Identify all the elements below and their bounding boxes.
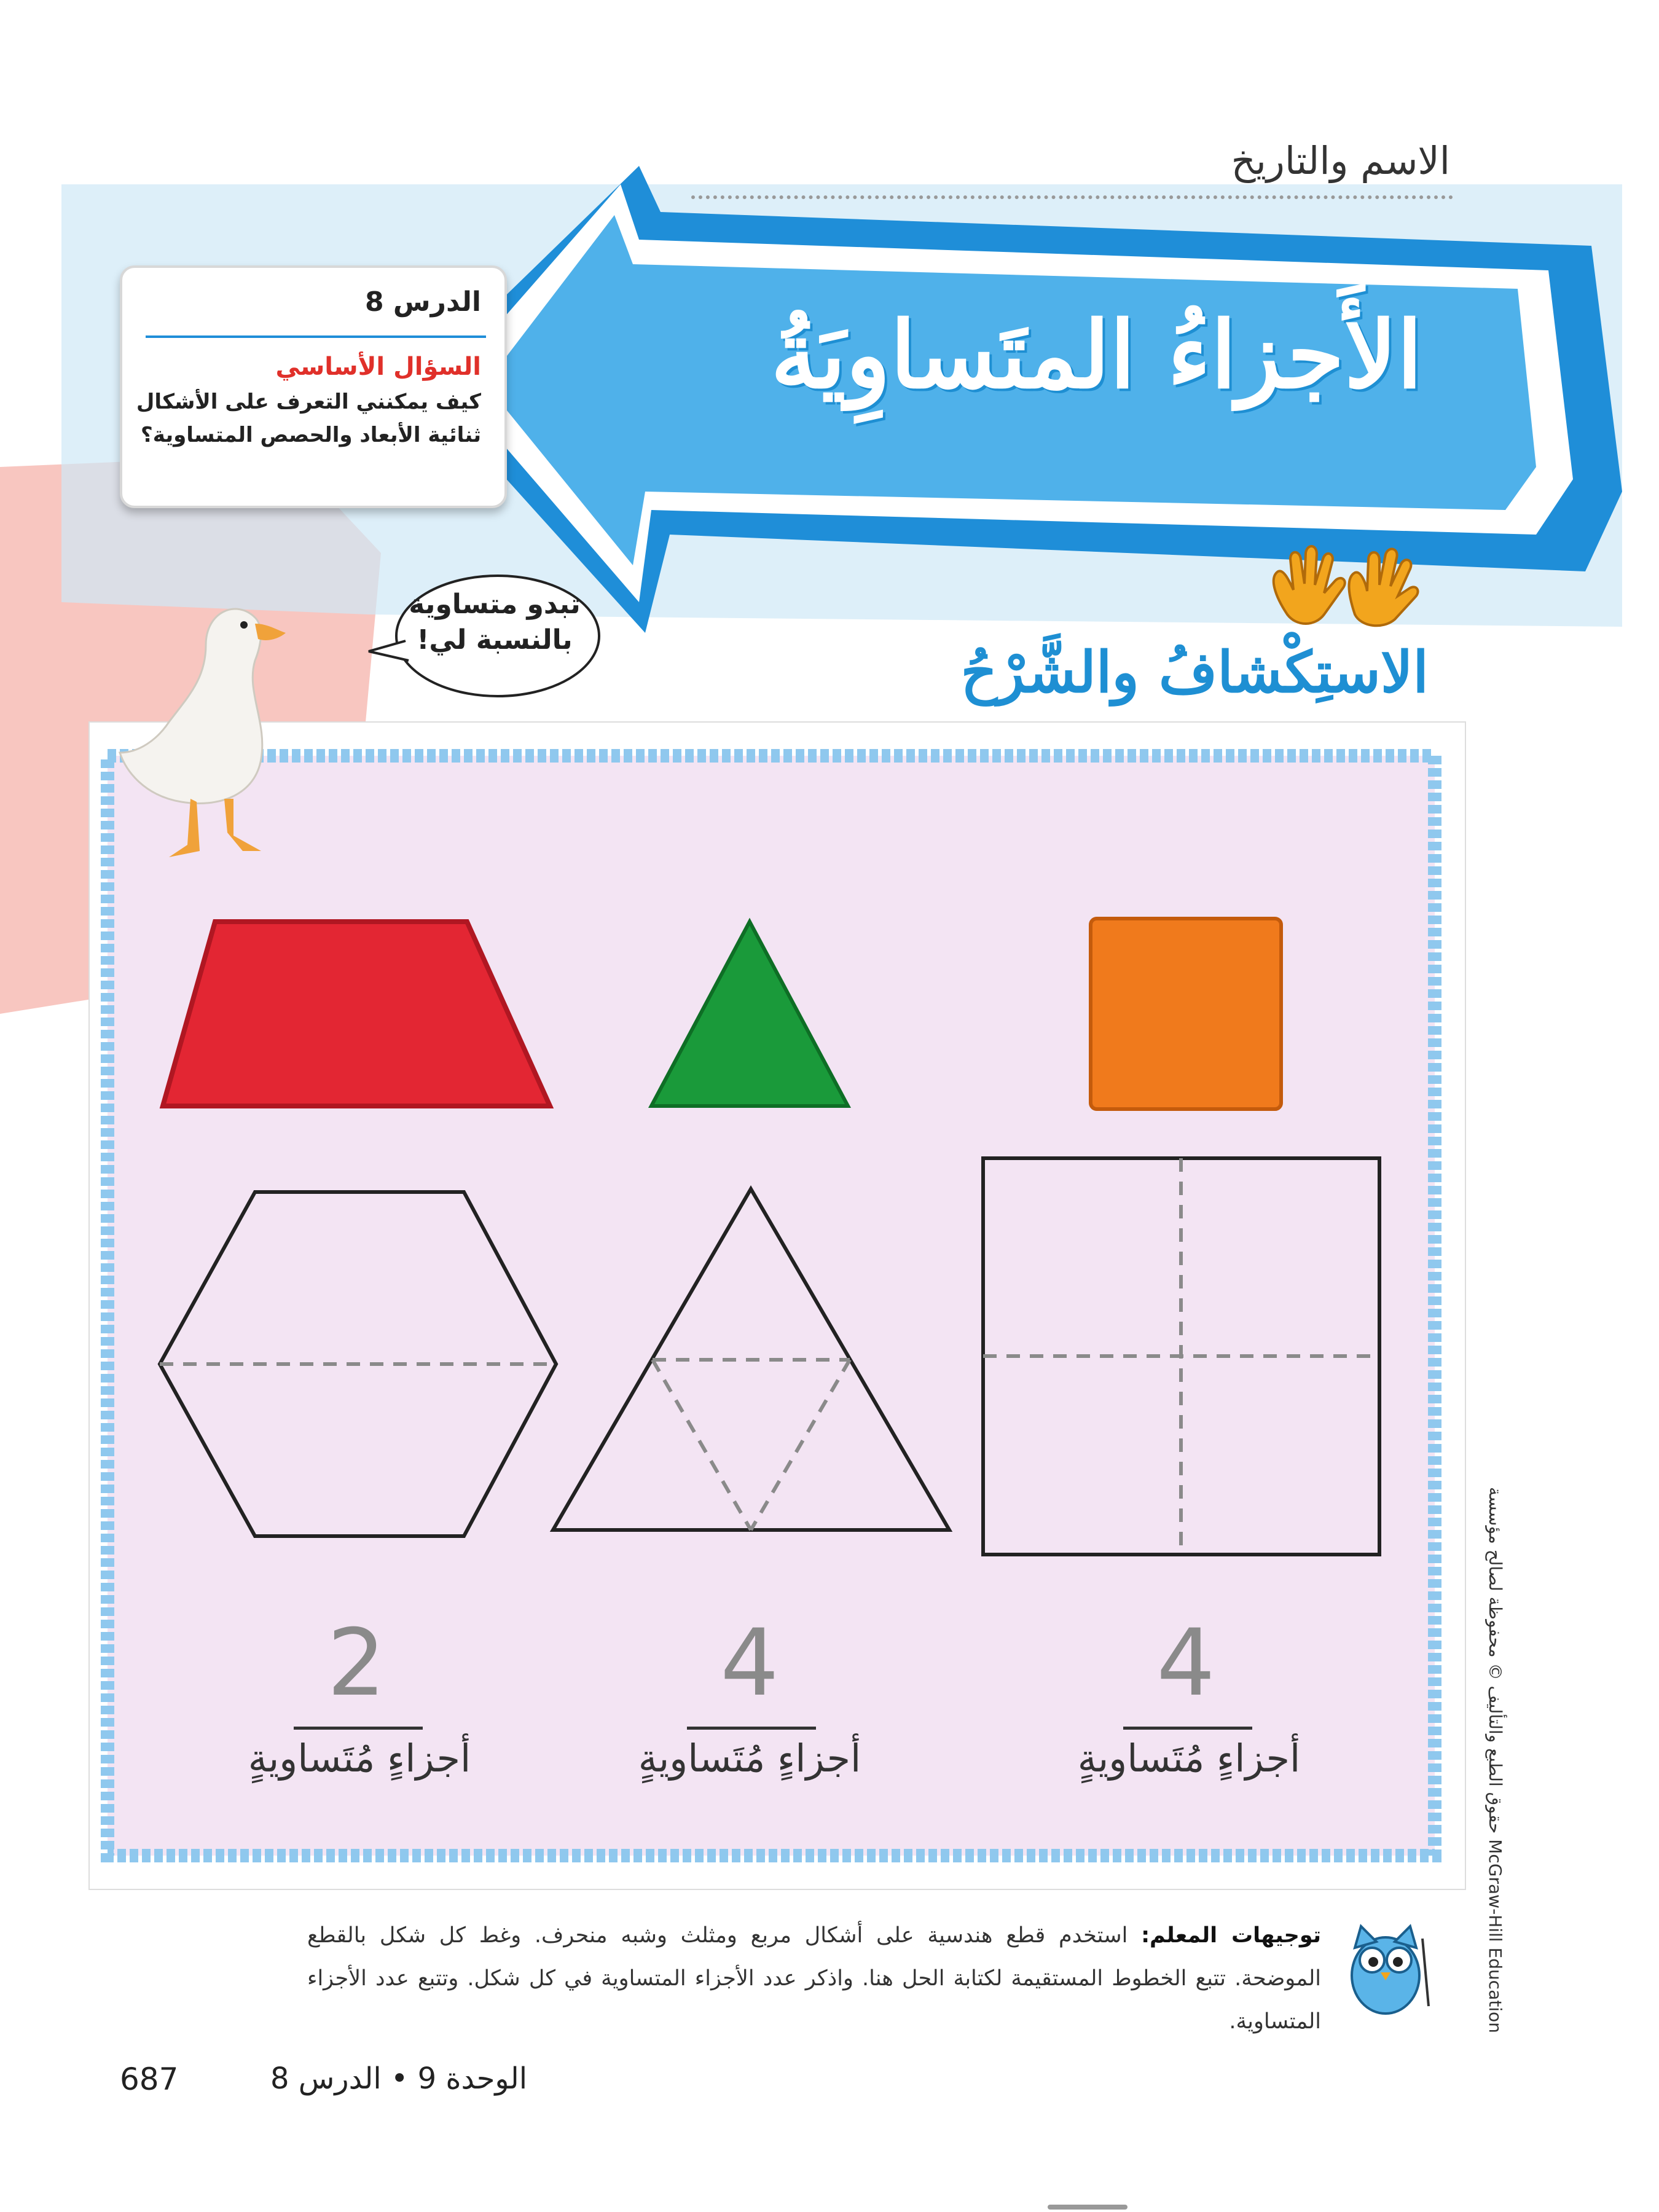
hexagon-answer: 2 — [327, 1610, 386, 1717]
square-answer-label: أجزاءٍ مُتَساويةٍ — [1077, 1736, 1301, 1781]
speech-bubble-line2: بالنسبة لي! — [417, 624, 573, 656]
owl-icon — [1336, 1914, 1435, 2018]
unit-lesson-label: الوحدة 9 • الدرس 8 — [270, 2061, 528, 2096]
hexagon-outline — [160, 1192, 556, 1536]
triangle-answer: 4 — [720, 1610, 779, 1717]
speech-bubble-line1: تبدو متساوية — [409, 589, 581, 620]
hexagon-answer-line — [294, 1727, 423, 1730]
essential-question-line2: ثنائية الأبعاد والحصص المتساوية؟ — [141, 423, 481, 447]
teacher-note-label: توجيهات المعلم: — [1141, 1923, 1321, 1948]
square-outline — [983, 1158, 1379, 1555]
home-indicator[interactable] — [1048, 2205, 1128, 2210]
triangle-answer-label: أجزاءٍ مُتَساويةٍ — [638, 1736, 861, 1781]
section-title: الاستِكْشافُ والشَّرْحُ — [960, 639, 1429, 705]
essential-question-line1: كيف يمكنني التعرف على الأشكال — [136, 390, 481, 414]
copyright-notice: حقوق الطبع والتأليف © محفوظة لصالح مؤسسة McGraw-Hill Education — [1485, 1487, 1505, 2033]
teacher-note — [307, 1914, 1321, 2043]
lesson-number: الدرس 8 — [364, 286, 481, 318]
triangle-outline — [553, 1189, 949, 1530]
square-answer: 4 — [1156, 1610, 1215, 1717]
page-title: الأَجزاءُ المتَساوِيَةُ — [771, 301, 1422, 409]
essential-question-title: السؤال الأساسي — [275, 353, 481, 381]
triangle-answer-line — [687, 1727, 816, 1730]
page-number: 687 — [120, 2061, 179, 2097]
square-answer-line — [1123, 1727, 1252, 1730]
hexagon-answer-label: أجزاءٍ مُتَساويةٍ — [248, 1736, 471, 1781]
name-date-label: الاسم والتاريخ — [1231, 138, 1450, 183]
teacher-note-text: استخدم قطع هندسية على أشكال مربع ومثلث وشبه منحرف. وغط كل شكل بالقطع الموضحة. تتبع الخطوط المستقيمة لكتابة الحل هنا. واذكر عدد الأجزاء المتساوية في كل شكل. وتتبع عدد الأجزاء المتساوية. — [307, 1923, 1321, 2034]
